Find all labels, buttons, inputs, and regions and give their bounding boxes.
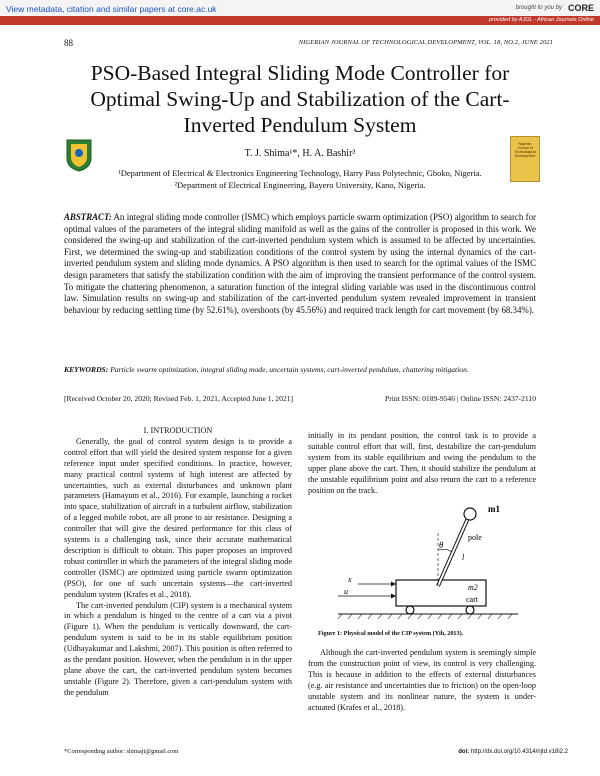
corresponding-author-footnote: *Corresponding author: shimajt@gmail.com [64, 748, 179, 755]
paragraph: Generally, the goal of control system design is to provide a control effort that will yield the desired system response for a given reference input under specified conditions. In practice, however, many practical control systems of high interest are affected by uncertainties, such as external disturbances and unknown plant parameters (Hamayum et al., 2016). For example, launching a rocket into space, stabilization of aircraft in a turbulent airflow, stabilization of a legged mobile robot, are all prone to air resistance. Designing a controller that will give the desired performance for this class of systems is a challenging task, since their accurate mathematical description is difficult to obtain. This paper proposes an improved robust controller in which the parameters of the integral sliding mode controller (ISMC) are optimized using particle swarm optimization (PSO), for one of such uncertain systems—the cart-inverted pendulum system (Krafes et al., 2018). [64, 436, 292, 599]
cip-figure [318, 502, 528, 620]
doi-link[interactable]: http://dx.doi.org/10.4314/njtd.v18i2.2 [470, 749, 568, 755]
keywords-text: Particle swarm optimization, integral sliding mode, uncertain systems, cart-inverted pendulum, chattering mitigation. [108, 365, 469, 374]
paragraph: The cart-inverted pendulum (CIP) system is a mechanical system in which a pendulum is hinged to the centre of a cart via a pivot (Figure 1). When the pendulum is vertically downward, the cart-pendulum system is said to be in its stable equilibrium position (Udhayakumar and Lakshmi, 2007). This position is often referred to as the pendant position. However, when the pendulum is in the upper plane above the cart, the cart-inverted pendulum system becomes unstable (Figure 2). Therefore, given a cart-pendulum system with the pendulum [64, 600, 292, 697]
provided-by-link[interactable]: provided by AJOL - African Journals Online [489, 17, 594, 23]
section-heading: I. INTRODUCTION [143, 426, 213, 435]
abstract [64, 212, 536, 316]
label-theta: θ [439, 540, 444, 550]
abstract-text: An integral sliding mode controller (ISMC) which employs particle swarm optimization (PSO) algorithm to search for optimal values of the parameters of the integral sliding manifold as well as the gains of the controller is proposed in this work. We considered the swing-up and stabilization of the cart-inverted pendulum system which is assumed to be affected by uncertainties. First, we determined the swing-up and stabilization conditions of the control system by using the internal dynamics of the cart-inverted pendulum system and sliding mode dynamics. A PSO algorithm is then used to search for the optimal values of the ISMC design parameters that satisfy the stabilization condition with the aim of improving the transient performance of the control system. To mitigate the chattering phenomenon, a saturation function of the integral sliding variable was used in the discontinuous control law. Simulation results on swing-up and stabilization of the cart-inverted pendulum system revealed improvement in transient behaviour by reducing settling time (by 52.61%), overshoots (by 45.56%) and required track length for cart movement (by 68.34%). [64, 212, 536, 315]
doi-label: doi: [458, 749, 470, 755]
label-u: u [344, 587, 348, 596]
received-dates: [Received October 20, 2020; Revised Feb. 1, 2021, Accepted June 1, 2021] [64, 394, 294, 403]
page-number: 88 [64, 38, 73, 48]
journal-running-head: NIGERIAN JOURNAL OF TECHNOLOGICAL DEVELOPMENT, VOL. 18, NO.2, JUNE 2021 [298, 39, 553, 46]
label-m1: m1 [488, 504, 500, 514]
authors: T. J. Shima¹*, H. A. Bashir² [244, 148, 356, 159]
affiliation-2: ²Department of Electrical Engineering, Bayero University, Kano, Nigeria. [174, 180, 426, 190]
label-cart: cart [466, 595, 478, 604]
figure-caption: Figure 1: Physical model of the CIP system (Yih, 2013). [318, 630, 464, 637]
affiliations [60, 167, 540, 191]
left-column [64, 426, 292, 699]
provider-bar [0, 16, 600, 25]
journal-cover-text: Nigerian Journal of Technological Development [514, 142, 536, 158]
right-column [308, 431, 536, 496]
issn: Print ISSN: 0189-9546 | Online ISSN: 2437-2110 [384, 394, 536, 403]
brought-by-text: brought to you by [515, 5, 562, 11]
label-pole: pole [468, 533, 482, 542]
metadata-link[interactable]: View metadata, citation and similar papers at core.ac.uk [6, 4, 217, 14]
paper-title: PSO-Based Integral Sliding Mode Controller for Optimal Swing-Up and Stabilization of the Cart-Inverted Pendulum System [90, 61, 510, 137]
paragraph: Although the cart-inverted pendulum system is seemingly simple from the construction point of view, its control is very challenging. This is because in addition to the effects of external disturbances (e.g. air resistance and uncertainties due to friction) on the open-loop unstable system and its nonlinear nature, the system is under-actuated (Krafes et al., 2018). [308, 648, 536, 712]
affiliation-1: ¹Department of Electrical & Electronics Engineering Technology, Harry Pass Polytechnic, Gboko, Nigeria. [118, 168, 482, 178]
right-column-lower [308, 648, 536, 713]
core-logo[interactable]: CORE [567, 3, 594, 13]
paragraph: initially in its pendant position, the control task is to provide a suitable control effort that will, first, destabilize the cart-pendulum system from its stable equilibrium and swing the pendulum to the upper plane above the cart. Then, it should stabilize the pendulum at the unstable equilibrium point and also return the cart to a reference position on the track. [308, 431, 536, 495]
keywords-label: KEYWORDS: [64, 365, 109, 374]
keywords [64, 365, 536, 375]
label-m2: m2 [468, 583, 478, 592]
label-x: x [348, 575, 352, 584]
doi[interactable] [458, 749, 568, 755]
label-l: l [462, 553, 465, 562]
abstract-label: ABSTRACT: [64, 212, 112, 222]
